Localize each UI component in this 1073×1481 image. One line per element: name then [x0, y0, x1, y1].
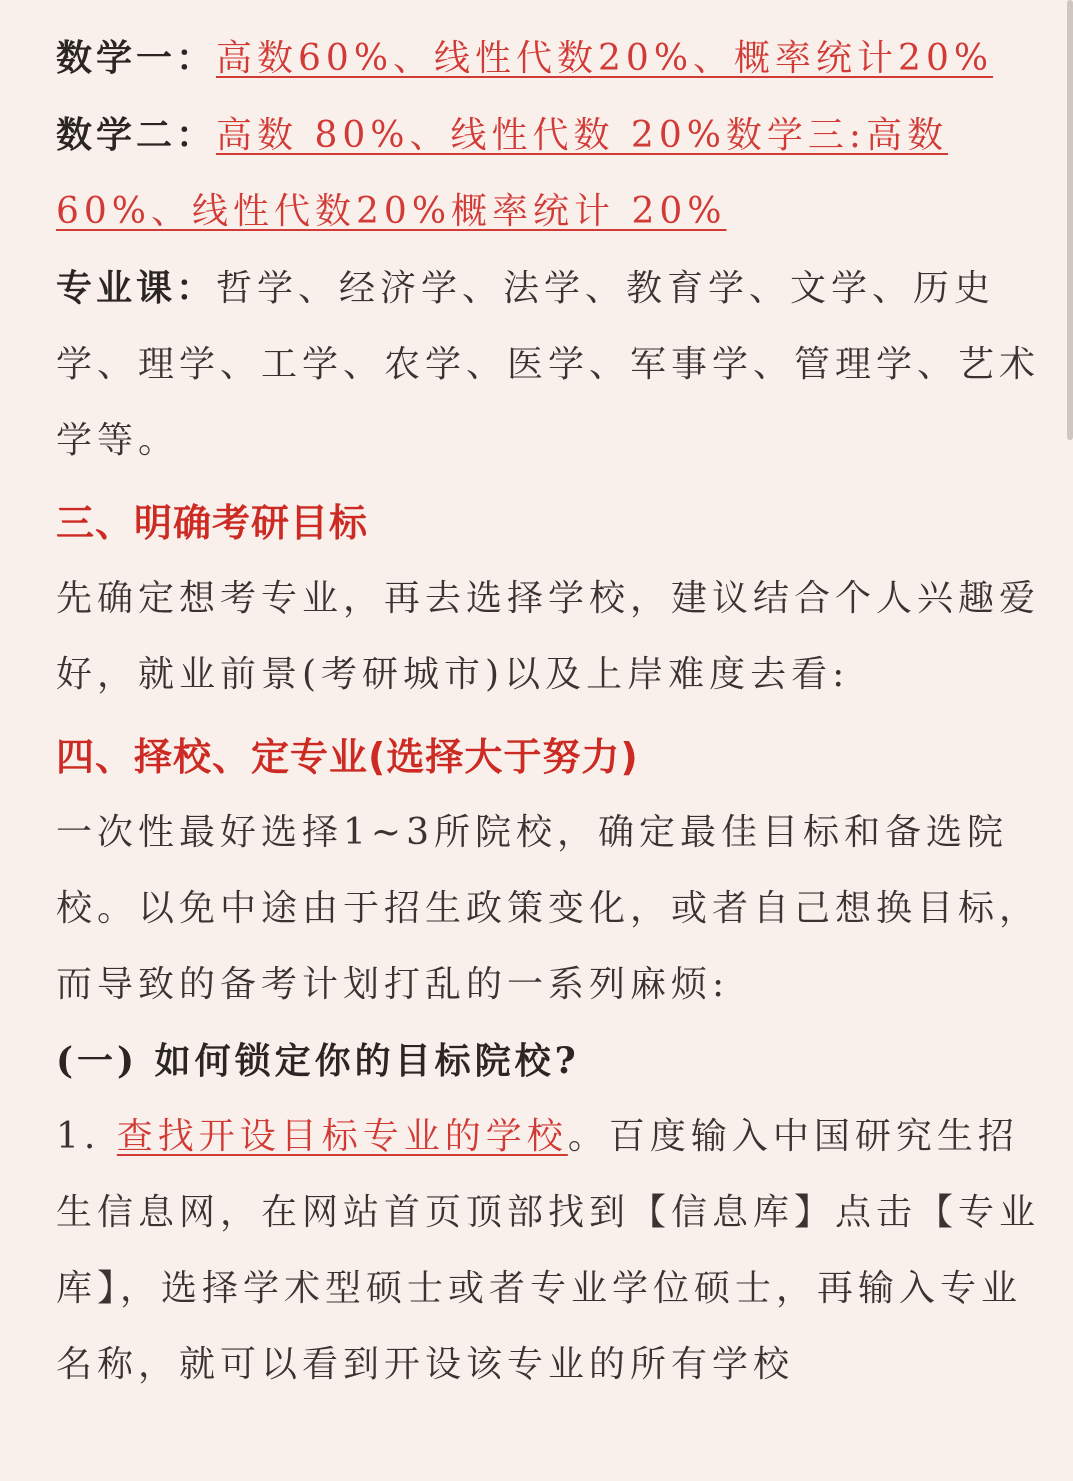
math2-line — [56, 97, 1046, 250]
subsection1-item1 — [56, 1099, 1046, 1403]
scrollbar[interactable] — [1067, 0, 1073, 440]
item1-rest: 。百度输入中国研究生招生信息网，在网站首页顶部找到【信息库】点击【专业库】，选择学术型硕士或者专业学位硕士，再输入专业名称，就可以看到开设该专业的所有学校 — [56, 1116, 1041, 1385]
major-courses-content: 哲学、经济学、法学、教育学、文学、历史学、理学、工学、农学、医学、军事学、管理学、艺术学等。 — [56, 268, 1041, 461]
major-courses-line — [56, 250, 1046, 479]
item1-link[interactable]: 查找开设目标专业的学校 — [116, 1116, 568, 1157]
section4-heading: 四、择校、定专业(选择大于努力) — [56, 735, 639, 779]
section3-body: 先确定想考专业，再去选择学校，建议结合个人兴趣爱好，就业前景(考研城市)以及上岸难度去看: — [56, 578, 1041, 695]
math2-content: 高数 80%、线性代数 20%数学三:高数60%、线性代数20%概率统计 20% — [56, 115, 949, 232]
subsection1-heading: (一) 如何锁定你的目标院校? — [56, 1040, 580, 1082]
math1-content: 高数60%、线性代数20%、概率统计20% — [216, 38, 994, 79]
math2-label: 数学二： — [56, 114, 217, 156]
math1-line — [56, 20, 1046, 97]
section3-heading: 三、明确考研目标 — [56, 501, 369, 545]
major-courses-label: 专业课： — [56, 267, 217, 309]
section4-body: 一次性最好选择1~3所院校，确定最佳目标和备选院校。以免中途由于招生政策变化，或者自己想换目标，而导致的备考计划打乱的一系列麻烦: — [56, 812, 1041, 1005]
math1-label: 数学一： — [56, 37, 217, 79]
item1-prefix: 1. — [56, 1116, 117, 1157]
article-content — [56, 20, 1046, 1403]
